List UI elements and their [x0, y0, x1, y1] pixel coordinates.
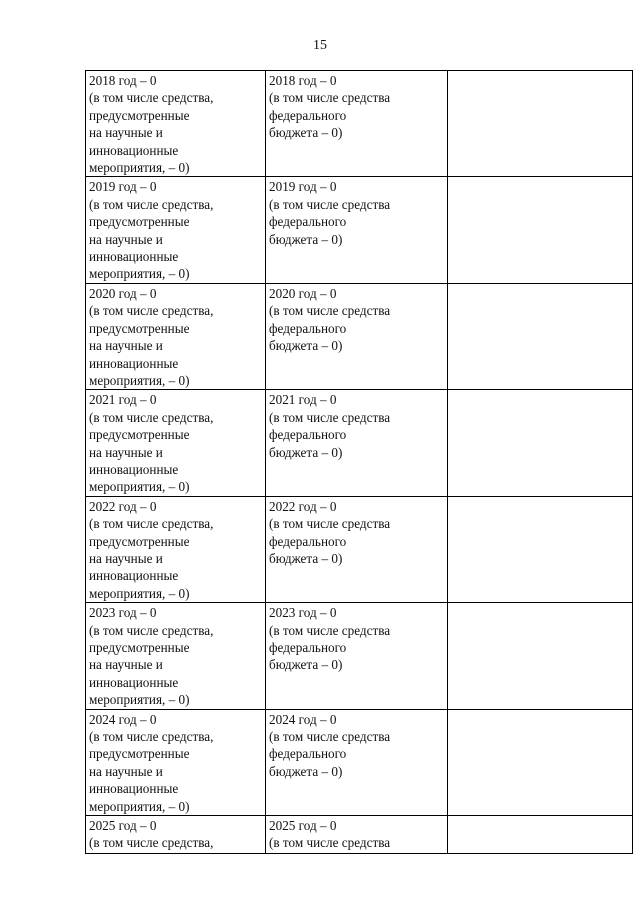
funds-federal-cell: [266, 71, 448, 177]
cell-text-line: (в том числе средства,: [89, 835, 214, 851]
cell-text-line: 2020 год – 0: [89, 285, 157, 301]
funds-total-cell: [86, 177, 266, 283]
cell-text-line: бюджета – 0): [269, 550, 343, 566]
cell-text-line: 2025 год – 0: [89, 818, 157, 834]
empty-cell: [448, 816, 633, 854]
page-number: 15: [313, 38, 327, 53]
cell-text-line: 2018 год – 0: [269, 73, 337, 88]
cell-text-line: 2019 год – 0: [89, 179, 157, 195]
cell-text-line: мероприятия, – 0): [89, 798, 190, 814]
cell-text-line: предусмотренные: [89, 640, 190, 655]
cell-text-line: мероприятия, – 0): [89, 266, 190, 282]
cell-text-line: бюджета – 0): [269, 231, 343, 247]
cell-text-line: бюджета – 0): [269, 125, 343, 141]
cell-text-line: (в том числе средства,: [89, 196, 214, 212]
cell-text-line: на научные и: [89, 231, 163, 247]
funds-total-cell: [86, 283, 266, 389]
cell-text-line: 2025 год – 0: [269, 818, 337, 834]
cell-text-line: инновационные: [89, 142, 179, 158]
cell-text-line: 2023 год – 0: [269, 605, 337, 621]
cell-text-line: 2024 год – 0: [269, 711, 337, 727]
cell-text-line: (в том числе средства,: [89, 409, 214, 425]
table-row: [86, 177, 633, 283]
cell-text-line: (в том числе средства: [269, 90, 391, 106]
funding-table-body: [86, 71, 633, 854]
cell-text-line: 2021 год – 0: [89, 392, 157, 408]
funds-federal-cell: [266, 177, 448, 283]
table-row: [86, 283, 633, 389]
cell-text-line: (в том числе средства,: [89, 303, 214, 319]
funds-federal-cell: [266, 283, 448, 389]
cell-text-line: инновационные: [89, 781, 179, 797]
cell-text-line: на научные и: [89, 338, 163, 354]
cell-text-line: (в том числе средства: [269, 196, 391, 212]
cell-text-line: федерального: [269, 746, 347, 762]
cell-text-line: (в том числе средства: [269, 516, 391, 532]
funds-total-cell: [86, 390, 266, 496]
cell-text-line: бюджета – 0): [269, 338, 343, 354]
empty-cell: [448, 283, 633, 389]
empty-cell: [448, 177, 633, 283]
funds-federal-cell: [266, 709, 448, 815]
cell-text-line: предусмотренные: [89, 107, 190, 123]
funds-total-cell: [86, 603, 266, 709]
cell-text-line: предусмотренные: [89, 427, 190, 443]
cell-text-line: (в том числе средства: [269, 729, 391, 745]
cell-text-line: (в том числе средства: [269, 622, 391, 638]
cell-text-line: мероприятия, – 0): [89, 372, 190, 388]
table-row: [86, 496, 633, 602]
cell-text-line: мероприятия, – 0): [89, 479, 190, 495]
cell-text-line: 2022 год – 0: [269, 498, 337, 514]
cell-text-line: 2024 год – 0: [89, 711, 157, 727]
cell-text-line: федерального: [269, 640, 347, 655]
table-row: [86, 390, 633, 496]
cell-text-line: федерального: [269, 427, 347, 443]
cell-text-line: 2021 год – 0: [269, 392, 337, 408]
empty-cell: [448, 603, 633, 709]
cell-text-line: предусмотренные: [89, 746, 190, 762]
cell-text-line: на научные и: [89, 657, 163, 673]
cell-text-line: (в том числе средства,: [89, 622, 214, 638]
cell-text-line: 2020 год – 0: [269, 285, 337, 301]
empty-cell: [448, 390, 633, 496]
cell-text-line: на научные и: [89, 763, 163, 779]
cell-text-line: 2019 год – 0: [269, 179, 337, 195]
cell-text-line: (в том числе средства,: [89, 729, 214, 745]
funds-total-cell: [86, 496, 266, 602]
funds-total-cell: [86, 816, 266, 854]
funds-federal-cell: [266, 816, 448, 854]
cell-text-line: 2018 год – 0: [89, 73, 157, 88]
cell-text-line: федерального: [269, 533, 347, 549]
cell-text-line: 2023 год – 0: [89, 605, 157, 621]
cell-text-line: бюджета – 0): [269, 444, 343, 460]
cell-text-line: (в том числе средства: [269, 303, 391, 319]
cell-text-line: на научные и: [89, 444, 163, 460]
table-row: [86, 816, 633, 854]
cell-text-line: инновационные: [89, 674, 179, 690]
cell-text-line: инновационные: [89, 461, 179, 477]
empty-cell: [448, 709, 633, 815]
cell-text-line: бюджета – 0): [269, 763, 343, 779]
cell-text-line: мероприятия, – 0): [89, 160, 190, 176]
funds-total-cell: [86, 71, 266, 177]
empty-cell: [448, 71, 633, 177]
funds-federal-cell: [266, 496, 448, 602]
cell-text-line: на научные и: [89, 550, 163, 566]
cell-text-line: предусмотренные: [89, 533, 190, 549]
cell-text-line: инновационные: [89, 249, 179, 265]
cell-text-line: на научные и: [89, 125, 163, 141]
funds-federal-cell: [266, 603, 448, 709]
empty-cell: [448, 496, 633, 602]
table-row: [86, 603, 633, 709]
cell-text-line: (в том числе средства: [269, 835, 391, 851]
cell-text-line: инновационные: [89, 568, 179, 584]
cell-text-line: федерального: [269, 320, 347, 336]
cell-text-line: федерального: [269, 107, 347, 123]
table-row: [86, 709, 633, 815]
cell-text-line: 2022 год – 0: [89, 498, 157, 514]
cell-text-line: (в том числе средства: [269, 409, 391, 425]
table-row: [86, 71, 633, 177]
cell-text-line: мероприятия, – 0): [89, 692, 190, 708]
cell-text-line: инновационные: [89, 355, 179, 371]
cell-text-line: мероприятия, – 0): [89, 585, 190, 601]
funding-table: [85, 70, 633, 854]
cell-text-line: (в том числе средства,: [89, 516, 214, 532]
cell-text-line: бюджета – 0): [269, 657, 343, 673]
funds-federal-cell: [266, 390, 448, 496]
cell-text-line: федерального: [269, 214, 347, 230]
cell-text-line: предусмотренные: [89, 214, 190, 230]
cell-text-line: (в том числе средства,: [89, 90, 214, 106]
funds-total-cell: [86, 709, 266, 815]
cell-text-line: предусмотренные: [89, 320, 190, 336]
